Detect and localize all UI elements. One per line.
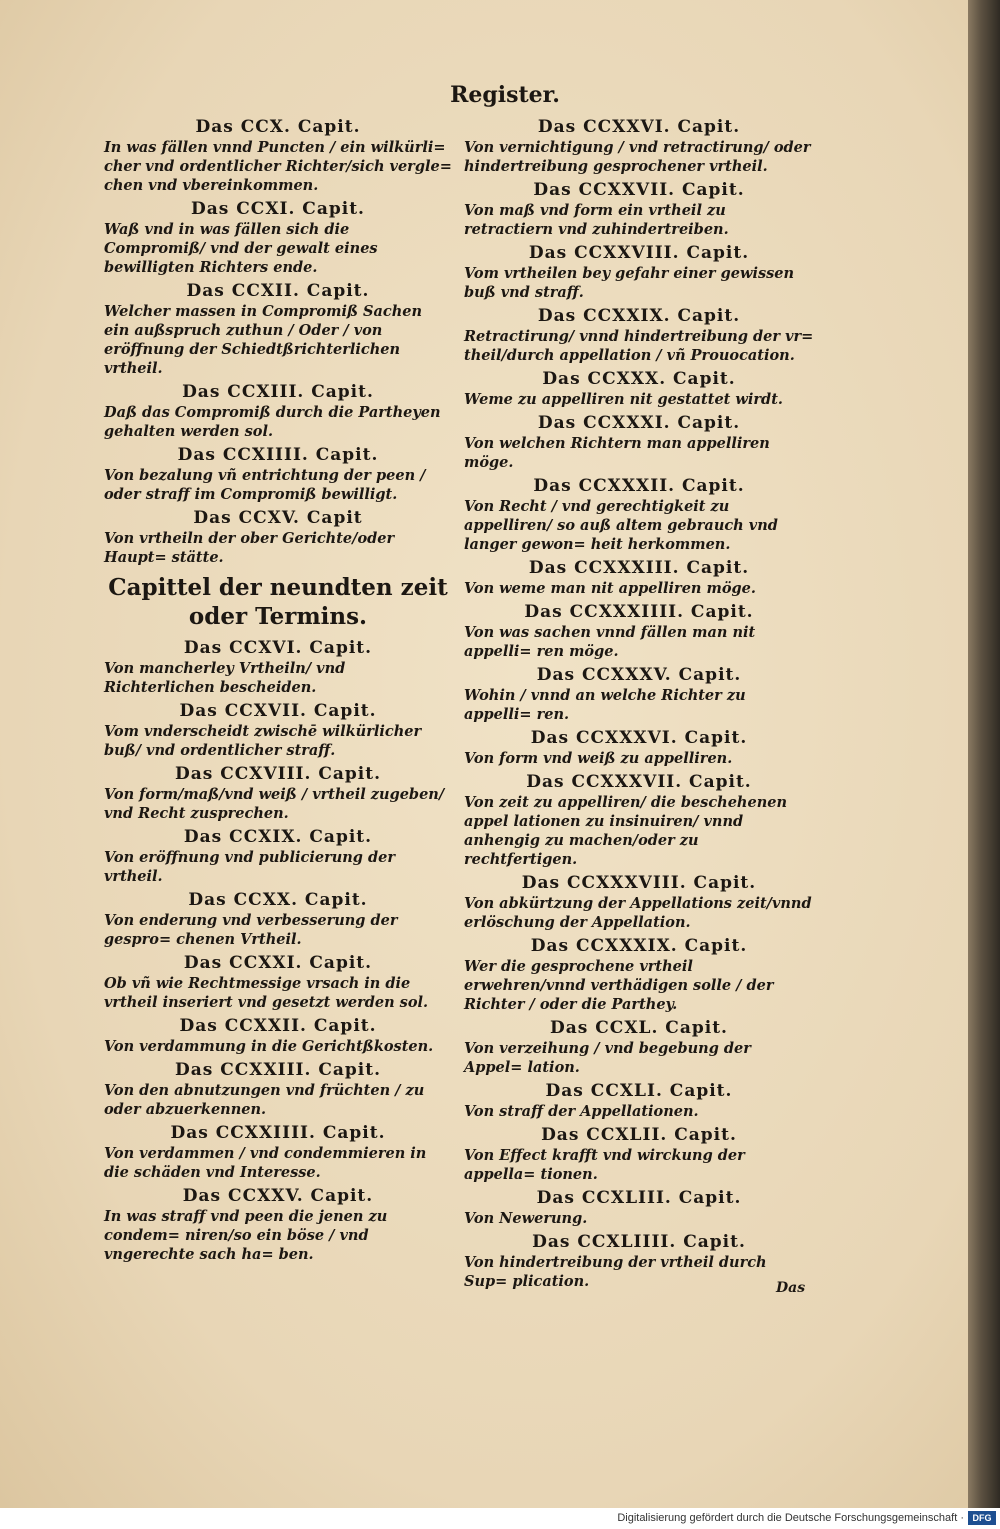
chapter-title: Das CCXXXVII. Capit. [526, 772, 752, 792]
chapter-title: Das CCXXXV. Capit. [536, 665, 742, 685]
chapter-title: Das CCXLII. Capit. [541, 1125, 737, 1145]
chapter-title: Das CCXXIIII. Capit. [170, 1123, 386, 1143]
chapter-title: Das CCXXIX. Capit. [537, 306, 741, 326]
chapter-description: In was fällen vnnd Puncten / ein wilkürli= cher vnd ordentlicher Richter/sich vergle= chen vnd vbereinkommen. [104, 139, 452, 194]
chapter-description: Von Newerung. [464, 1210, 588, 1227]
chapter-description: Von vrtheiln der ober Gerichte/oder Haupt= stätte. [104, 530, 395, 566]
chapter-description: Von bezalung vñ entrichtung der peen / oder straff im Compromiß bewilligt. [104, 467, 426, 503]
chapter-description: Welcher massen in Compromiß Sachen ein außspruch zuthun / Oder / von eröffnung der Schiedtßrichterlichen vrtheil. [104, 303, 423, 377]
chapter-description: Von straff der Appellationen. [464, 1103, 699, 1120]
chapter-title: Das CCXXIII. Capit. [174, 1060, 382, 1080]
chapter-description: Von welchen Richtern man appelliren möge. [464, 435, 770, 471]
chapter-description: Vom vrtheilen bey gefahr einer gewissen buß vnd straff. [464, 265, 795, 301]
chapter-description: Von verdammung in die Gerichtßkosten. [104, 1038, 434, 1055]
dfg-logo: DFG [968, 1511, 996, 1525]
chapter-title: Das CCX. Capit. [195, 117, 361, 137]
chapter-description: Von verzeihung / vnd begebung der Appel= lation. [464, 1040, 751, 1076]
chapter-description: Von enderung vnd verbesserung der gespro= chenen Vrtheil. [104, 912, 398, 948]
chapter-description: Von vernichtigung / vnd retractirung/ oder hindertreibung gesprochener vrtheil. [464, 139, 811, 175]
chapter-description: Von weme man nit appelliren möge. [464, 580, 756, 597]
chapter-description: Von form/maß/vnd weiß / vrtheil zugeben/ vnd Recht zusprechen. [104, 786, 445, 822]
chapter-title: Das CCXXV. Capit. [182, 1186, 374, 1206]
chapter-description: Von form vnd weiß zu appelliren. [464, 750, 733, 767]
chapter-title: Das CCXXII. Capit. [179, 1016, 377, 1036]
chapter-description: Von mancherley Vrtheiln/ vnd Richterlichen bescheiden. [104, 660, 346, 696]
chapter-description: Von eröffnung vnd publicierung der vrtheil. [104, 849, 395, 885]
chapter-description: Ob vñ wie Rechtmessige vrsach in die vrtheil inseriert vnd gesetzt werden sol. [104, 975, 429, 1011]
chapter-description: Von maß vnd form ein vrtheil zu retractiern vnd zuhindertreiben. [464, 202, 729, 238]
chapter-title: Das CCXX. Capit. [188, 890, 368, 910]
chapter-description: Wohin / vnnd an welche Richter zu appelli= ren. [464, 687, 746, 723]
chapter-title: Das CCXIX. Capit. [183, 827, 373, 847]
chapter-title: Das CCXV. Capit [193, 508, 363, 528]
chapter-title: Das CCXI. Capit. [191, 199, 365, 219]
chapter-title: Das CCXLI. Capit. [545, 1081, 733, 1101]
chapter-title: Das CCXIII. Capit. [182, 382, 374, 402]
chapter-description: Von Effect krafft vnd wirckung der appella= tionen. [464, 1147, 745, 1183]
chapter-title: Das CCXXVIII. Capit. [528, 243, 750, 263]
page-edge [968, 0, 1000, 1508]
footer-credit: Digitalisierung gefördert durch die Deutsche Forschungsgemeinschaft · [617, 1512, 964, 1524]
chapter-title: Das CCXXXIX. Capit. [530, 936, 748, 956]
chapter-title: Das CCXVIII. Capit. [174, 764, 382, 784]
chapter-title: Das CCXL. Capit. [550, 1018, 728, 1038]
chapter-description: Vom vnderscheidt zwischē wilkürlicher buß/ vnd ordentlicher straff. [104, 723, 422, 759]
chapter-description: In was straff vnd peen die jenen zu condem= niren/so ein böse / vnd vngerechte sach ha= ben. [104, 1208, 388, 1263]
chapter-title: Das CCXLIII. Capit. [536, 1188, 742, 1208]
chapter-description: Von abkürtzung der Appellations zeit/vnnd erlöschung der Appellation. [464, 895, 812, 931]
chapter-title: Das CCXIIII. Capit. [177, 445, 379, 465]
chapter-description: Von Recht / vnd gerechtigkeit zu appelliren/ so auß altem gebrauch vnd langer gewon= heit herkommen. [464, 498, 778, 553]
chapter-title: Das CCXXVII. Capit. [533, 180, 745, 200]
chapter-description: Von den abnutzungen vnd früchten / zu oder abzuerkennen. [104, 1082, 425, 1118]
chapter-description: Weme zu appelliren nit gestattet wirdt. [464, 391, 783, 408]
chapter-description: Von zeit zu appelliren/ die beschehenen appel lationen zu insinuiren/ vnnd anhengig zu machen/oder zu rechtfertigen. [464, 794, 788, 868]
footer-bar [0, 1508, 1000, 1529]
chapter-title: Das CCXII. Capit. [186, 281, 370, 301]
chapter-title: Das CCXXI. Capit. [183, 953, 373, 973]
chapter-title: Das CCXVI. Capit. [183, 638, 373, 658]
chapter-description: Waß vnd in was fällen sich die Compromiß/ vnd der gewalt eines bewilligten Richters ende. [104, 221, 378, 276]
chapter-description: Von was sachen vnnd fällen man nit appelli= ren möge. [464, 624, 756, 660]
chapter-title: Das CCXXXII. Capit. [533, 476, 745, 496]
catchword: Das [776, 1280, 806, 1296]
chapter-title: Das CCXXXIIII. Capit. [524, 602, 754, 622]
chapter-title: Das CCXXXIII. Capit. [528, 558, 750, 578]
chapter-description: Retractirung/ vnnd hindertreibung der vr= theil/durch appellation / vñ Prouocation. [464, 328, 814, 364]
chapter-title: Das CCXVII. Capit. [179, 701, 377, 721]
left-column [104, 116, 452, 1267]
chapter-description: Wer die gesprochene vrtheil erwehren/vnnd verthädigen solle / der Richter / oder die Parthey. [464, 958, 774, 1013]
right-column [464, 116, 814, 1294]
page-header: Register. [450, 82, 560, 108]
chapter-description: Von hindertreibung der vrtheil durch Sup= plication. [464, 1254, 767, 1290]
chapter-title: Das CCXXXVI. Capit. [530, 728, 748, 748]
chapter-title: Das CCXXVI. Capit. [537, 117, 741, 137]
section-heading: Capittel der neundten zeit oder Termins. [108, 574, 448, 630]
chapter-title: Das CCXXXI. Capit. [537, 413, 741, 433]
chapter-title: Das CCXXXVIII. Capit. [521, 873, 757, 893]
chapter-description: Von verdammen / vnd condemmieren in die schäden vnd Interesse. [104, 1145, 427, 1181]
chapter-title: Das CCXLIIII. Capit. [532, 1232, 746, 1252]
chapter-title: Das CCXXX. Capit. [542, 369, 736, 389]
chapter-description: Daß das Compromiß durch die Partheyen gehalten werden sol. [104, 404, 441, 440]
